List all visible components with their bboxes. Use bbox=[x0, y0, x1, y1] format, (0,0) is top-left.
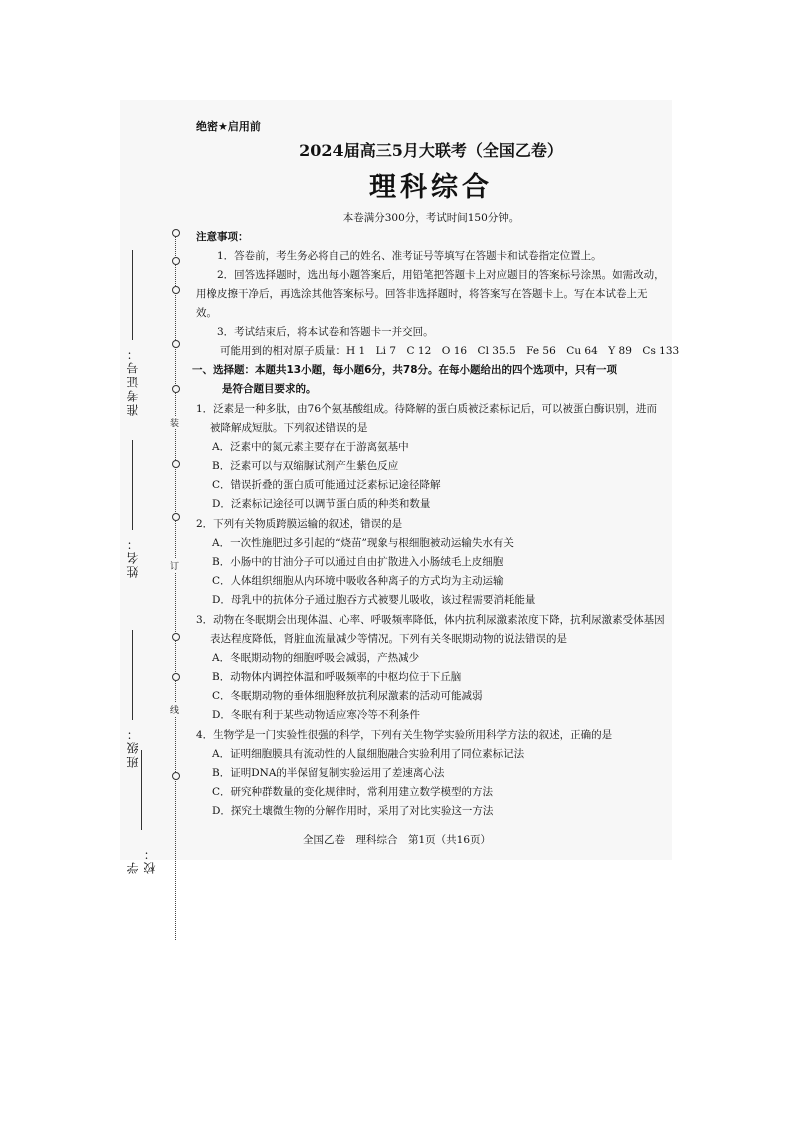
binding-margin bbox=[120, 100, 182, 874]
binding-circle bbox=[172, 229, 180, 237]
question-stem: 3．动物在冬眠期会出现体温、心率、呼吸频率降低，体内抗利尿激素浓度下降，抗利尿激素受体基因表达程度降低，肾脏血流量减少等情况。下列有关冬眠期动物的说法错误的是 bbox=[196, 614, 665, 645]
question-option: C．冬眠期动物的垂体细胞释放抗利尿激素的活动可能减弱 bbox=[212, 690, 483, 702]
question-stem: 4．生物学是一门实验性很强的科学，下列有关生物学实验所用科学方法的叙述，正确的是 bbox=[196, 729, 613, 741]
question-option: A．一次性施肥过多引起的“烧苗”现象与根细胞被动运输失水有关 bbox=[212, 537, 514, 549]
cut-word-ding: 订 bbox=[170, 559, 179, 572]
page-footer: 全国乙卷 理科综合 第1页（共16页） bbox=[302, 834, 492, 846]
question-option: D．母乳中的抗体分子通过胞吞方式被婴儿吸收，该过程需要消耗能量 bbox=[212, 594, 536, 606]
question-option: A．冬眠期动物的细胞呼吸会减弱，产热减少 bbox=[212, 652, 420, 664]
notice-heading: 注意事项： bbox=[196, 231, 249, 243]
question-option: D．探究土壤微生物的分解作用时，采用了对比实验这一方法 bbox=[212, 805, 494, 817]
binding-circle bbox=[172, 385, 180, 393]
binding-circle bbox=[172, 340, 180, 348]
binding-circle bbox=[172, 460, 180, 468]
question-option: B．证明DNA的半保留复制实验运用了差速离心法 bbox=[212, 767, 445, 779]
name-label: 姓名： bbox=[124, 440, 141, 578]
secret-label: 绝密★启用前 bbox=[196, 120, 261, 133]
binding-circle bbox=[172, 772, 180, 780]
question-option: C．错误折叠的蛋白质可能通过泛素标记途径降解 bbox=[212, 479, 441, 491]
section-line: 一、选择题：本题共13小题，每小题6分，共78分。在每小题给出的四个选项中，只有一项 bbox=[192, 364, 618, 376]
binding-circle bbox=[172, 673, 180, 681]
binding-circle bbox=[172, 257, 180, 265]
notice-item: 1．答卷前，考生务必将自己的姓名、准考证号等填写在答题卡和试卷指定位置上。 bbox=[217, 250, 602, 262]
question-stem: 1．泛素是一种多肽，由76个氨基酸组成。待降解的蛋白质被泛素标记后，可以被蛋白酶识别，进而被降解成短肽。下列叙述错误的是 bbox=[196, 403, 658, 434]
notice-item: 3．考试结束后，将本试卷和答题卡一并交回。 bbox=[217, 326, 434, 338]
cut-word-xian: 线 bbox=[170, 703, 179, 716]
question-option: B．小肠中的甘油分子可以通过自由扩散进入小肠绒毛上皮细胞 bbox=[212, 556, 504, 568]
question-option: D．冬眠有利于某些动物适应寒冷等不利条件 bbox=[212, 709, 420, 721]
question bbox=[196, 515, 666, 610]
binding-circle bbox=[172, 513, 180, 521]
atomic-masses: 可能用到的相对原子质量：H 1 Li 7 C 12 O 16 Cl 35.5 Fe 56 Cu 64 Y 89 Cs 133 bbox=[220, 345, 680, 357]
question bbox=[196, 726, 666, 821]
binding-circle bbox=[172, 286, 180, 294]
question-option: D．泛素标记途径可以调节蛋白质的种类和数量 bbox=[212, 498, 431, 510]
question-option: C．人体组织细胞从内环境中吸收各种离子的方式均为主动运输 bbox=[212, 575, 504, 587]
cut-word-zhuang: 装 bbox=[170, 416, 179, 429]
section-heading bbox=[192, 361, 666, 399]
notice-item: 2．回答选择题时，选出每小题答案后，用铅笔把答题卡上对应题目的答案标号涂黑。如需改动，用橡皮擦干净后，再选涂其他答案标号。回答非选择题时，将答案写在答题卡上。写在本试卷上无效。 bbox=[196, 269, 665, 319]
section-line: 是符合题目要求的。 bbox=[222, 383, 317, 395]
question-option: A．证明细胞膜具有流动性的人鼠细胞融合实验利用了同位素标记法 bbox=[212, 748, 525, 760]
question-option: B．泛素可以与双缩脲试剂产生紫色反应 bbox=[212, 460, 399, 472]
question-option: A．泛素中的氮元素主要存在于游离氨基中 bbox=[212, 441, 409, 453]
class-label: 班级： bbox=[124, 630, 141, 768]
question-stem: 2．下列有关物质跨膜运输的叙述，错误的是 bbox=[196, 518, 403, 530]
question bbox=[196, 400, 666, 514]
question bbox=[196, 611, 666, 725]
school-label: 学校： bbox=[124, 750, 158, 874]
binding-circle bbox=[172, 633, 180, 641]
score-time-line: 本卷满分300分，考试时间150分钟。 bbox=[342, 212, 520, 224]
exam-content bbox=[192, 117, 680, 821]
exam-number-label: 准考证号： bbox=[124, 250, 141, 416]
question-option: B．动物体内调控体温和呼吸频率的中枢均位于下丘脑 bbox=[212, 671, 462, 683]
question-option: C．研究种群数量的变化规律时，常利用建立数学模型的方法 bbox=[212, 786, 494, 798]
exam-title: 2024届高三5月大联考（全国乙卷） bbox=[299, 141, 563, 160]
subject-title: 理科综合 bbox=[369, 172, 493, 203]
